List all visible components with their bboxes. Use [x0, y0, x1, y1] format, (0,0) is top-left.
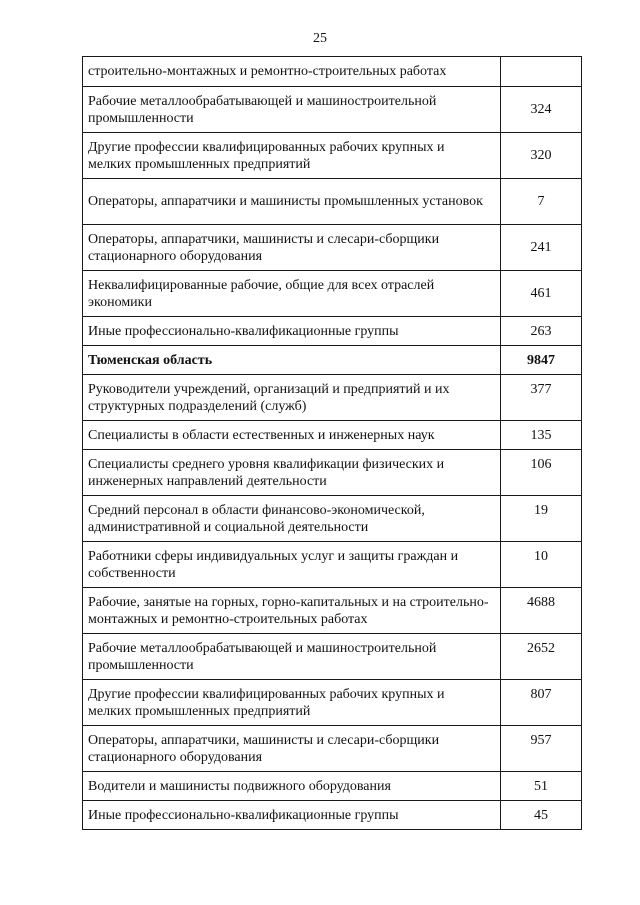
row-label: Неквалифицированные рабочие, общие для всех отраслей экономики: [83, 271, 501, 317]
row-value: 4688: [501, 588, 582, 634]
region-total: 9847: [501, 346, 582, 375]
table-row: [83, 450, 582, 496]
table-row: [83, 542, 582, 588]
table-row: [83, 87, 582, 133]
table-row: [83, 680, 582, 726]
row-value: [501, 57, 582, 87]
row-label: Рабочие металлообрабатывающей и машиностроительной промышленности: [83, 634, 501, 680]
table-row: [83, 588, 582, 634]
row-value: 51: [501, 772, 582, 801]
row-value: 135: [501, 421, 582, 450]
table-row: [83, 133, 582, 179]
row-label: Работники сферы индивидуальных услуг и защиты граждан и собственности: [83, 542, 501, 588]
row-value: 263: [501, 317, 582, 346]
row-value: 320: [501, 133, 582, 179]
row-label: строительно-монтажных и ремонтно-строительных работах: [83, 57, 501, 87]
row-value: 241: [501, 225, 582, 271]
table-row: [83, 57, 582, 87]
row-value: 377: [501, 375, 582, 421]
table-row: [83, 225, 582, 271]
row-label: Иные профессионально-квалификационные группы: [83, 317, 501, 346]
row-label: Рабочие металлообрабатывающей и машиностроительной промышленности: [83, 87, 501, 133]
row-value: 45: [501, 801, 582, 830]
row-value: 461: [501, 271, 582, 317]
row-value: 324: [501, 87, 582, 133]
table-row: [83, 375, 582, 421]
occupation-table: [82, 56, 582, 830]
row-label: Водители и машинисты подвижного оборудования: [83, 772, 501, 801]
row-value: 106: [501, 450, 582, 496]
table-row: [83, 271, 582, 317]
row-label: Операторы, аппаратчики, машинисты и слесари-сборщики стационарного оборудования: [83, 225, 501, 271]
row-value: 807: [501, 680, 582, 726]
row-value: 957: [501, 726, 582, 772]
table-row: [83, 634, 582, 680]
table-row: [83, 421, 582, 450]
row-label: Другие профессии квалифицированных рабочих крупных и мелких промышленных предприятий: [83, 680, 501, 726]
table-row: [83, 726, 582, 772]
region-total-row: [83, 346, 582, 375]
table-row: [83, 179, 582, 225]
row-label: Руководители учреждений, организаций и предприятий и их структурных подразделений (служб): [83, 375, 501, 421]
row-value: 2652: [501, 634, 582, 680]
row-label: Иные профессионально-квалификационные группы: [83, 801, 501, 830]
row-label: Операторы, аппаратчики, машинисты и слесари-сборщики стационарного оборудования: [83, 726, 501, 772]
row-label: Специалисты среднего уровня квалификации физических и инженерных направлений деятельности: [83, 450, 501, 496]
table-row: [83, 317, 582, 346]
row-value: 19: [501, 496, 582, 542]
table-row: [83, 772, 582, 801]
row-value: 7: [501, 179, 582, 225]
region-name: Тюменская область: [83, 346, 501, 375]
row-label: Операторы, аппаратчики и машинисты промышленных установок: [83, 179, 501, 225]
page-number: 25: [313, 31, 327, 46]
row-label: Рабочие, занятые на горных, горно-капитальных и на строительно-монтажных и ремонтно-строительных работах: [83, 588, 501, 634]
row-label: Средний персонал в области финансово-экономической, административной и социальной деятельности: [83, 496, 501, 542]
row-label: Специалисты в области естественных и инженерных наук: [83, 421, 501, 450]
table-row: [83, 801, 582, 830]
row-value: 10: [501, 542, 582, 588]
row-label: Другие профессии квалифицированных рабочих крупных и мелких промышленных предприятий: [83, 133, 501, 179]
table-row: [83, 496, 582, 542]
